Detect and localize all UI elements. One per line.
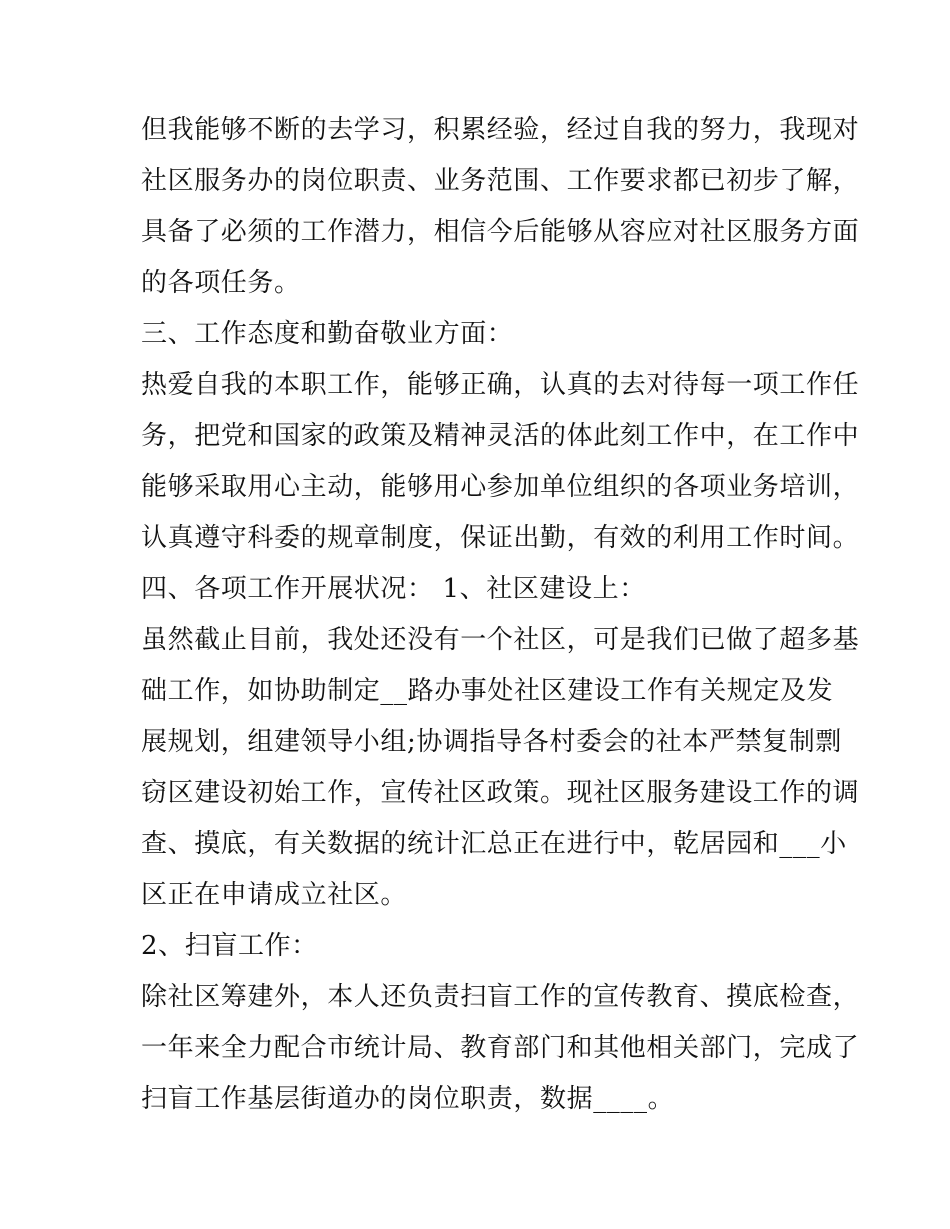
text-line: 一年来全力配合市统计局、教育部门和其他相关部门，完成了 — [141, 1033, 860, 1063]
text-line: 务，把党和国家的政策及精神灵活的体此刻工作中，在工作中 — [141, 421, 860, 451]
text-line: 但我能够不断的去学习，积累经验，经过自我的努力，我现对 — [141, 115, 860, 145]
text-line: 的各项任务。 — [141, 268, 301, 298]
text-line: 具备了必须的工作潜力，相信今后能够从容应对社区服务方面 — [141, 217, 860, 247]
text-line: 础工作，如协助制定__路办事处社区建设工作有关规定及发 — [141, 676, 834, 706]
text-line: 能够采取用心主动，能够用心参加单位组织的各项业务培训， — [141, 472, 860, 502]
text-line: 社区服务办的岗位职责、业务范围、工作要求都已初步了解， — [141, 166, 860, 196]
text-line: 扫盲工作基层街道办的岗位职责，数据____。 — [141, 1084, 675, 1114]
section-heading: 三、工作态度和勤奋敬业方面： — [141, 319, 514, 349]
text-line: 展规划，组建领导小组;协调指导各村委会的社本严禁复制剽 — [141, 727, 842, 757]
text-line: 窃区建设初始工作，宣传社区政策。现社区服务建设工作的调 — [141, 778, 860, 808]
section-heading: 2、扫盲工作： — [141, 931, 318, 961]
section-heading: 四、各项工作开展状况： 1、社区建设上： — [141, 574, 646, 604]
text-line: 热爱自我的本职工作，能够正确，认真的去对待每一项工作任 — [141, 370, 860, 400]
text-line: 查、摸底，有关数据的统计汇总正在进行中，乾居园和___小 — [141, 829, 847, 859]
text-line: 除社区筹建外，本人还负责扫盲工作的宣传教育、摸底检查， — [141, 982, 860, 1012]
text-line: 区正在申请成立社区。 — [141, 880, 408, 910]
text-line: 认真遵守科委的规章制度，保证出勤，有效的利用工作时间。 — [141, 523, 860, 553]
text-line: 虽然截止目前，我处还没有一个社区，可是我们已做了超多基 — [141, 625, 860, 655]
